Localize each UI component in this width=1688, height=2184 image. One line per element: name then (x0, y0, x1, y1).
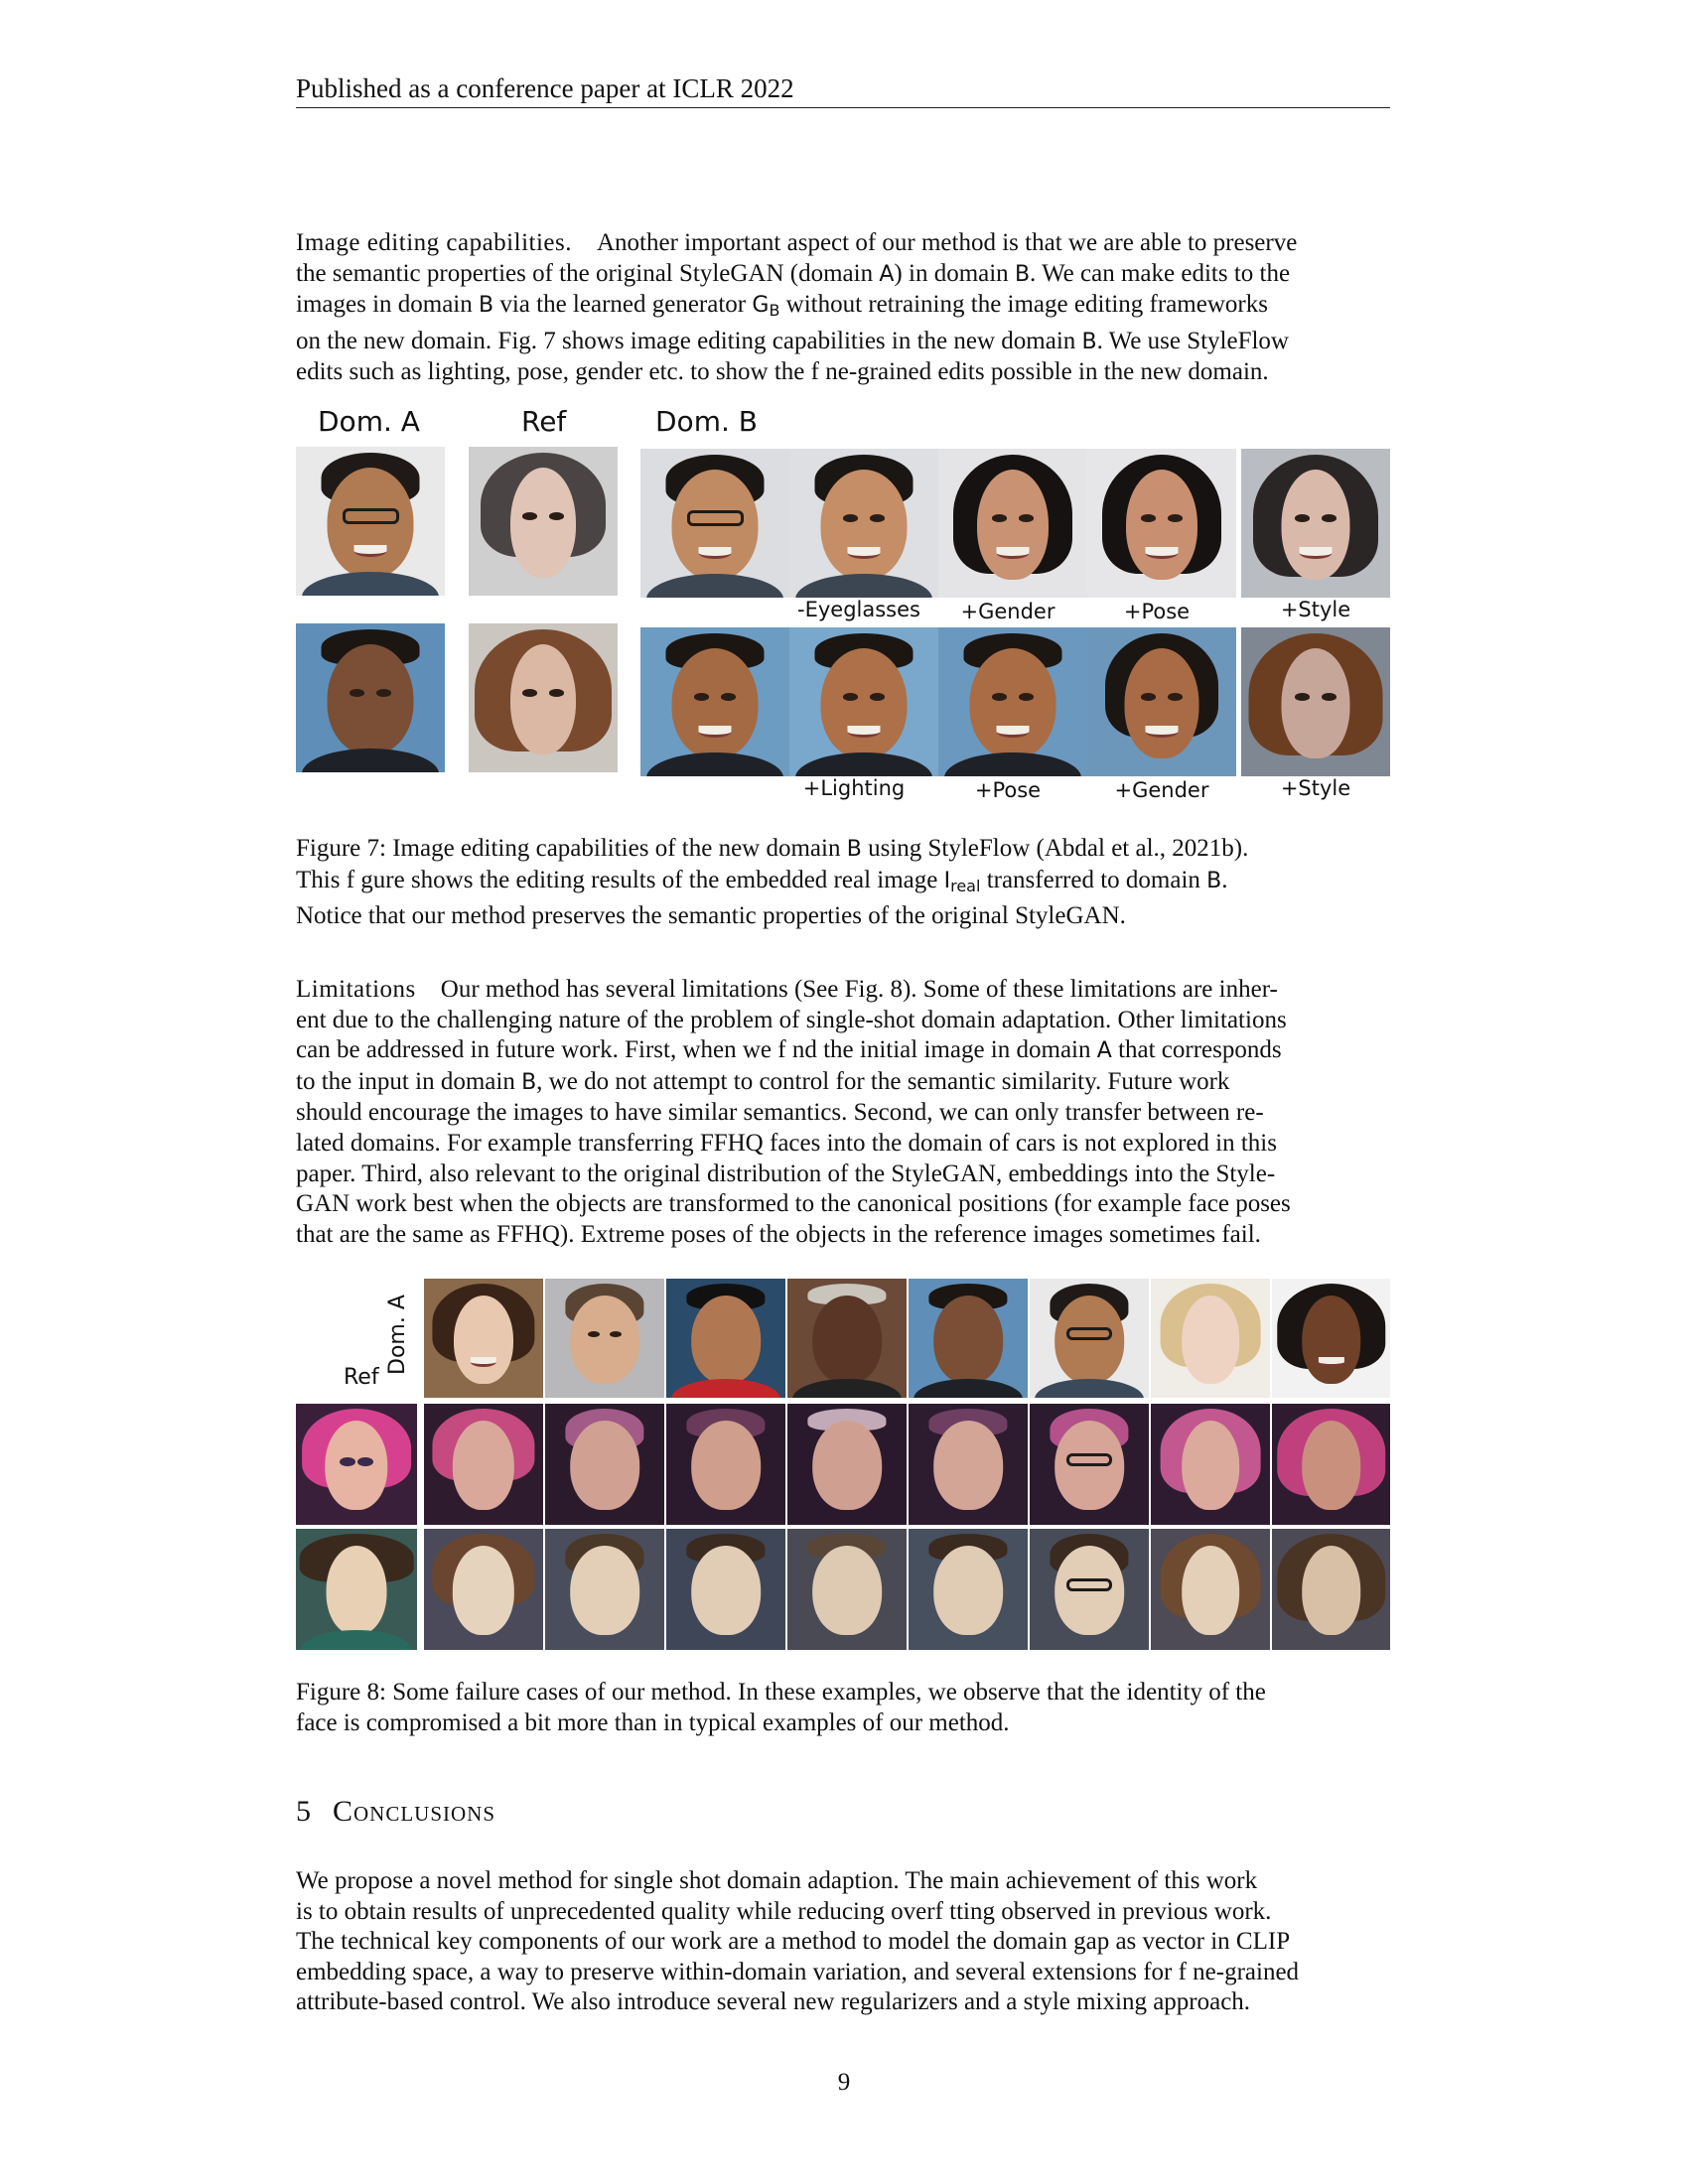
limitations-line-8: GAN work best when the objects are transformed to the canonical positions (for example face poses (296, 1190, 1291, 1218)
math-subscript: real (950, 876, 981, 895)
fig8-sketch-result-6 (1030, 1529, 1149, 1650)
fig7-col-label-ref: Ref (521, 405, 567, 438)
text-segment: can be addressed in future work. First, when we f nd the initial image in domain (296, 1036, 1097, 1064)
face-shape (970, 648, 1056, 758)
mouth-shape (354, 545, 387, 557)
shoulders-shape (795, 752, 932, 776)
face-shape (570, 1546, 639, 1635)
face-shape (821, 470, 908, 580)
fig8-sketch-result-4 (787, 1529, 907, 1650)
fig7-row2-dom-b-photo-2 (789, 627, 938, 776)
shoulders-shape (302, 572, 439, 596)
face-shape (1302, 1546, 1361, 1635)
eye-shape (1019, 514, 1034, 522)
shoulders-shape (795, 574, 932, 598)
eye-shape (1141, 693, 1156, 701)
face-shape (1282, 470, 1350, 580)
fig8-sketch-result-3 (666, 1529, 785, 1650)
text-segment: This f gure shows the editing results of the embedded real image (296, 866, 944, 893)
conclusions-line-4: embedding space, a way to preserve within-domain variation, and several extensions for f ne-grained (296, 1958, 1300, 1985)
limitations-line-9: that are the same as FFHQ). Extreme poses of the objects in the reference images sometimes fail. (296, 1220, 1261, 1248)
fig7-caption-line-3: Notice that our method preserves the semantic properties of the original StyleGAN. (296, 902, 1126, 930)
eye-shape (522, 689, 537, 697)
fig8-pink-result-5 (909, 1404, 1028, 1525)
fig7-row1-edit-label-2: +Gender (960, 600, 1055, 623)
math-symbol: B (1206, 868, 1222, 893)
eye-shape (694, 693, 709, 701)
text-segment: without retraining the image editing frameworks (779, 291, 1268, 319)
fig7-row1-dom-b-photo-1 (640, 449, 789, 598)
face-shape (1302, 1421, 1361, 1510)
shoulders-shape (944, 752, 1081, 776)
face-shape (454, 1296, 513, 1384)
fig7-row1-dom-b-photo-3 (938, 449, 1087, 598)
limitations-line-2: ent due to the challenging nature of the problem of single-shot domain adaptation. Other limitations (296, 1006, 1287, 1033)
eyeglasses-shape (1066, 1327, 1112, 1340)
text-segment: Our method has several limitations (See Fig. 8). Some of these limitations are inher- (440, 976, 1278, 1003)
shoulders-shape (646, 752, 783, 776)
face-shape (570, 1421, 639, 1510)
face-shape (570, 1296, 639, 1384)
eye-shape (1168, 514, 1183, 522)
editing-line-3 (296, 290, 1390, 327)
face-shape (933, 1421, 1003, 1510)
fig7-row1-dom-a-photo (296, 447, 445, 596)
text-segment: the semantic properties of the original StyleGAN (domain (296, 259, 880, 287)
face-shape (691, 1546, 761, 1635)
face-shape (327, 1546, 387, 1635)
eye-shape (350, 689, 364, 697)
eye-shape (992, 693, 1007, 701)
fig7-row1-dom-b-photo-5 (1241, 449, 1390, 598)
face-shape (812, 1296, 882, 1384)
math-symbol: A (879, 261, 895, 287)
eye-shape (1141, 514, 1156, 522)
shoulders-shape (792, 1379, 902, 1398)
text-segment: via the learned generator (493, 291, 753, 319)
shoulders-shape (302, 749, 439, 772)
eye-shape (992, 514, 1007, 522)
text-segment: . We use StyleFlow (1096, 327, 1289, 354)
page-number: 9 (837, 2069, 851, 2096)
section-title: Conclusions (333, 1795, 496, 1828)
face-shape (325, 1421, 387, 1510)
math-symbol: B (846, 837, 862, 862)
math-subscript: B (769, 301, 780, 321)
mouth-shape (848, 726, 881, 738)
math-symbol: B (1014, 261, 1031, 287)
eye-shape (610, 1331, 622, 1337)
editing-heading: Image editing capabilities. (296, 229, 572, 256)
eye-shape (1168, 693, 1183, 701)
header-rule (296, 107, 1390, 108)
face-shape (977, 470, 1049, 580)
fig7-row1-edit-label-4: +Style (1280, 598, 1351, 621)
face-shape (510, 644, 576, 754)
fig8-sketch-result-5 (909, 1529, 1028, 1650)
fig8-pink-result-2 (545, 1404, 664, 1525)
fig8-pink-result-6 (1030, 1404, 1149, 1525)
fig7-row2-edit-label-4: +Style (1280, 776, 1351, 800)
face-shape (691, 1421, 761, 1510)
limitations-line-6: lated domains. For example transferring FFHQ faces into the domain of cars is not explored in this (296, 1129, 1277, 1157)
mouth-shape (848, 547, 881, 559)
limitations-line-3 (296, 1035, 1390, 1067)
eye-shape (1322, 514, 1336, 522)
mouth-shape (1300, 547, 1333, 559)
eyeglasses-shape (343, 508, 399, 525)
face-shape (1282, 648, 1350, 758)
face-shape (1302, 1296, 1361, 1384)
fig8-dom-a-photo-2 (545, 1279, 664, 1398)
math-symbol: B (479, 293, 494, 319)
fig7-col-label-dom-a: Dom. A (318, 405, 420, 438)
face-shape (1125, 648, 1199, 758)
fig8-sketch-result-2 (545, 1529, 664, 1650)
fig8-dom-a-photo-3 (666, 1279, 785, 1398)
face-shape (821, 648, 908, 758)
fig7-row1-ref-photo (469, 447, 618, 596)
eye-shape (1295, 514, 1310, 522)
face-shape (933, 1296, 1003, 1384)
fig8-caption-line-2: face is compromised a bit more than in typical examples of our method. (296, 1708, 1010, 1736)
text-segment: on the new domain. Fig. 7 shows image editing capabilities in the new domain (296, 327, 1082, 354)
mouth-shape (699, 726, 732, 738)
text-segment: . We can make edits to the (1030, 259, 1291, 287)
fig8-pink-result-1 (424, 1404, 543, 1525)
conclusions-paragraph (296, 1866, 1390, 2018)
figure7-caption (296, 834, 1390, 932)
text-segment: . (1221, 866, 1228, 893)
fig8-sketch-result-7 (1151, 1529, 1270, 1650)
eye-shape (1322, 693, 1336, 701)
face-shape (691, 1296, 761, 1384)
fig8-dom-a-photo-7 (1151, 1279, 1270, 1398)
math-symbol: B (521, 1069, 537, 1095)
fig8-caption-line-1: Figure 8: Some failure cases of our method. In these examples, we observe that the identity of the (296, 1679, 1266, 1706)
shoulders-shape (1035, 1379, 1144, 1398)
eyeglasses-shape (687, 510, 744, 527)
eye-shape (1019, 693, 1034, 701)
fig8-dom-a-label: Dom. A (385, 1295, 410, 1375)
mouth-shape (1146, 547, 1179, 559)
fig7-row1-edit-label-3: +Pose (1123, 600, 1191, 623)
fig7-row2-dom-b-photo-5 (1241, 627, 1390, 776)
fig7-row2-dom-b-photo-3 (938, 627, 1087, 776)
math-symbol: I (943, 868, 951, 893)
fig8-ref-anime-sketch (296, 1529, 417, 1650)
mouth-shape (997, 726, 1030, 738)
mouth-shape (699, 547, 732, 559)
face-shape (812, 1546, 882, 1635)
conclusions-line-1: We propose a novel method for single shot domain adaption. The main achievement of this work (296, 1867, 1258, 1894)
fig8-pink-result-8 (1272, 1404, 1390, 1525)
eye-shape (376, 689, 391, 697)
limitations-line-7: paper. Third, also relevant to the original distribution of the StyleGAN, embeddings into the Style- (296, 1160, 1276, 1187)
math-symbol: G (752, 293, 770, 319)
conclusions-line-3: The technical key components of our work are a method to model the domain gap as vector in CLIP (296, 1928, 1291, 1956)
text-segment: Another important aspect of our method is that we are able to preserve (597, 229, 1298, 256)
section-heading-conclusions (296, 1795, 495, 1829)
shoulders-shape (914, 1379, 1023, 1398)
limitations-line-4 (296, 1067, 1390, 1099)
limitations-paragraph (296, 975, 1390, 1250)
conclusions-line-2: is to obtain results of unprecedented quality while reducing overf tting observed in previous work. (296, 1897, 1272, 1925)
eye-shape (870, 514, 885, 522)
text-segment: to the input in domain (296, 1067, 522, 1095)
fig8-ref-anime-pink (296, 1404, 417, 1525)
running-header: Published as a conference paper at ICLR 2022 (296, 73, 794, 103)
text-segment: using StyleFlow (Abdal et al., 2021b). (861, 835, 1249, 862)
face-shape (1182, 1546, 1239, 1635)
shoulders-shape (646, 574, 783, 598)
face-shape (933, 1546, 1003, 1635)
fig8-dom-a-photo-5 (909, 1279, 1028, 1398)
limitations-heading: Limitations (296, 976, 416, 1003)
fig7-row1-edit-label-1: -Eyeglasses (797, 598, 920, 621)
eye-shape (843, 693, 858, 701)
fig8-dom-a-photo-8 (1272, 1279, 1390, 1398)
text-segment: ) in domain (894, 259, 1015, 287)
text-segment: , we do not attempt to control for the semantic similarity. Future work (536, 1067, 1230, 1095)
eye-shape (721, 693, 736, 701)
editing-line-1 (296, 228, 1390, 259)
fig8-pink-result-7 (1151, 1404, 1270, 1525)
fig7-caption-line-1 (296, 834, 1390, 866)
fig7-col-label-dom-b: Dom. B (655, 405, 758, 438)
eye-shape (870, 693, 885, 701)
fig7-row2-dom-b-photo-1 (640, 627, 789, 776)
fig8-sketch-result-8 (1272, 1529, 1390, 1650)
fig8-pink-result-3 (666, 1404, 785, 1525)
fig7-row2-edit-label-1: +Lighting (802, 776, 906, 800)
eye-shape (549, 512, 564, 520)
editing-line-5 (296, 357, 1390, 388)
math-symbol: A (1096, 1038, 1112, 1064)
fig7-row1-dom-b-photo-4 (1087, 449, 1236, 598)
limitations-line-5: should encourage the images to have similar semantics. Second, we can only transfer between re- (296, 1099, 1264, 1127)
mouth-shape (997, 547, 1030, 559)
mouth-shape (1146, 726, 1179, 738)
face-shape (1182, 1296, 1239, 1384)
fig7-row2-dom-a-photo (296, 623, 445, 772)
editing-line-2 (296, 259, 1390, 291)
face-shape (453, 1421, 514, 1510)
limitations-line-1 (296, 975, 1390, 1006)
face-shape (812, 1421, 882, 1510)
text-segment: edits such as lighting, pose, gender etc. to show the f ne-grained edits possible in the new domain. (296, 358, 1269, 386)
eye-shape (1295, 693, 1310, 701)
face-shape (1182, 1421, 1239, 1510)
face-shape (1126, 470, 1197, 580)
eye-shape (549, 689, 564, 697)
eye-shape (522, 512, 537, 520)
face-shape (510, 468, 576, 578)
fig7-row2-edit-label-3: +Gender (1114, 778, 1209, 802)
eye-shape (588, 1331, 600, 1337)
face-shape (328, 644, 414, 754)
eyeglasses-shape (1066, 1578, 1112, 1591)
face-shape (672, 648, 759, 758)
fig7-caption-line-2 (296, 866, 1390, 902)
fig7-row2-dom-b-photo-4 (1087, 627, 1236, 776)
shoulders-shape (671, 1379, 780, 1398)
fig8-dom-a-photo-6 (1030, 1279, 1149, 1398)
text-segment: images in domain (296, 291, 479, 319)
editing-line-4 (296, 327, 1390, 358)
text-segment: Figure 7: Image editing capabilities of the new domain (296, 835, 847, 862)
fig8-sketch-result-1 (424, 1529, 543, 1650)
shoulders-shape (301, 1630, 412, 1650)
figure8-caption (296, 1678, 1390, 1738)
text-segment: transferred to domain (980, 866, 1207, 893)
fig8-dom-a-photo-4 (787, 1279, 907, 1398)
fig8-pink-result-4 (787, 1404, 907, 1525)
text-segment: that corresponds (1111, 1036, 1282, 1064)
math-symbol: B (1081, 329, 1097, 354)
fig8-dom-a-photo-1 (424, 1279, 543, 1398)
editing-paragraph (296, 228, 1390, 388)
eyeglasses-shape (1066, 1453, 1112, 1466)
fig7-row2-ref-photo (469, 623, 618, 772)
conclusions-line-5: attribute-based control. We also introduce several new regularizers and a style mixing approach. (296, 1988, 1251, 2016)
section-number: 5 (296, 1795, 311, 1828)
face-shape (453, 1546, 514, 1635)
fig7-row2-edit-label-2: +Pose (974, 778, 1042, 802)
eye-shape (843, 514, 858, 522)
fig8-ref-label: Ref (344, 1365, 379, 1390)
fig7-row1-dom-b-photo-2 (789, 449, 938, 598)
